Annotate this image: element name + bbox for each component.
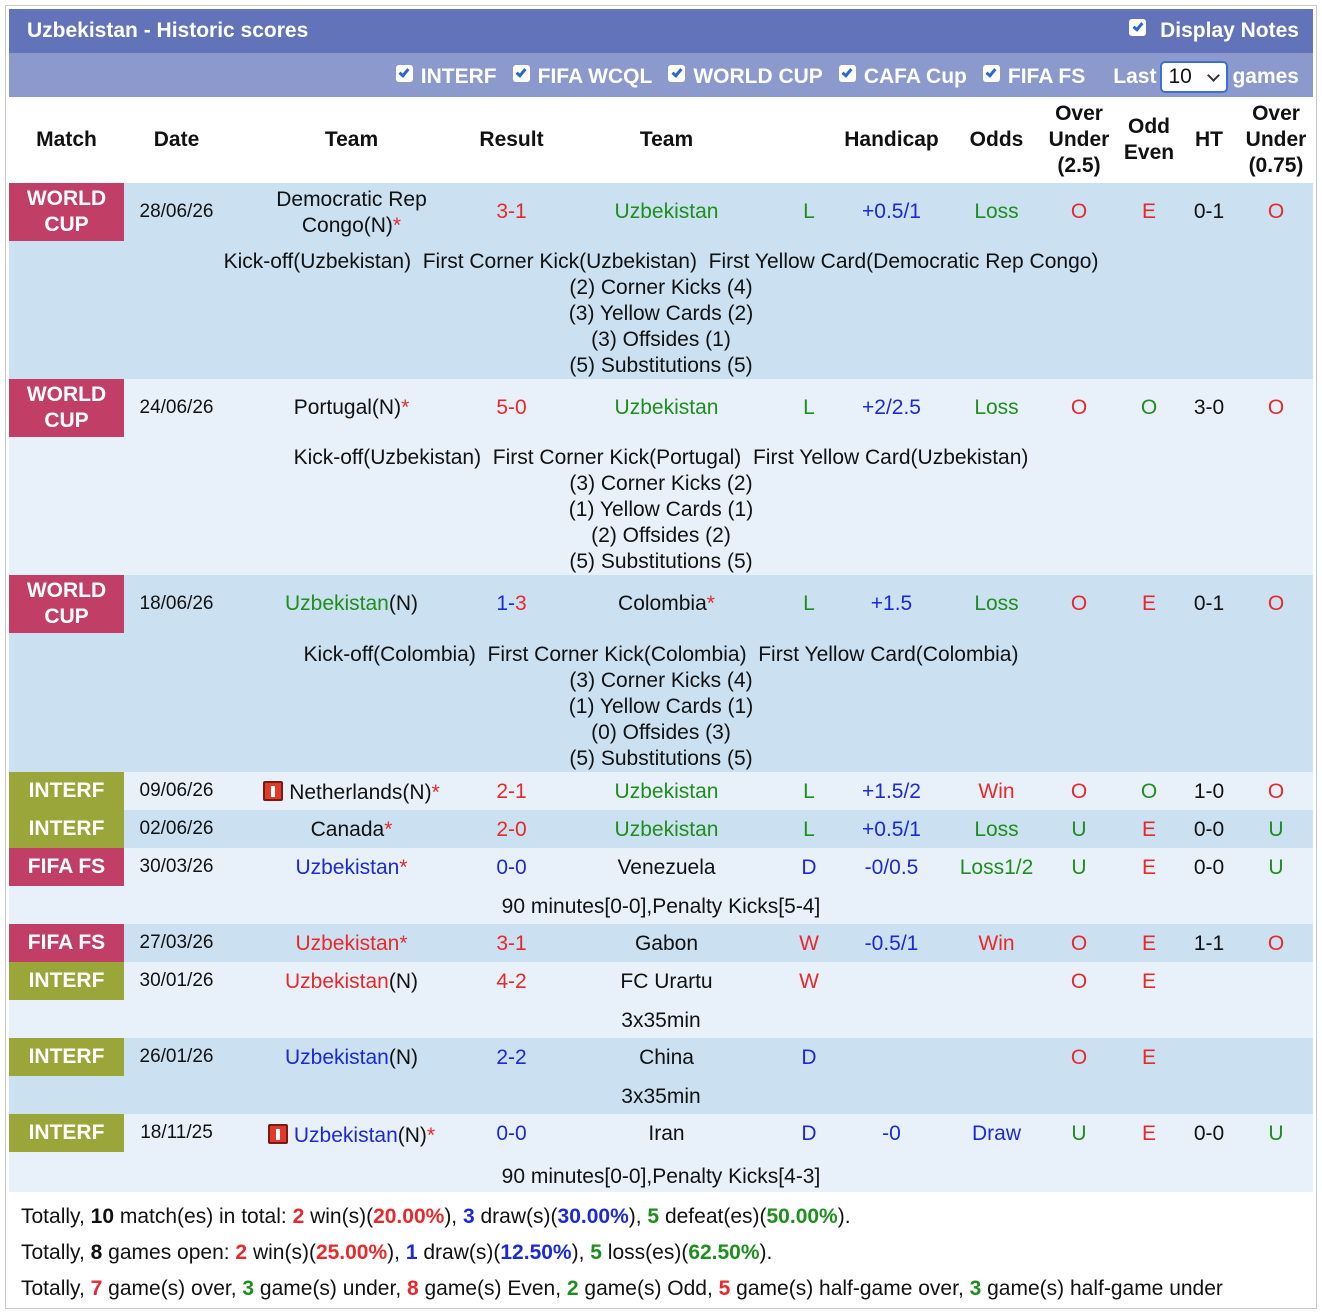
handicap: +0.5/1 bbox=[862, 818, 921, 841]
match-notes bbox=[9, 642, 1313, 772]
summary-draw-pct: 12.50% bbox=[500, 1241, 572, 1264]
notes-line: Kick-off(Uzbekistan) First Corner Kick(Uzbekistan) First Yellow Card(Democratic Rep Congo) bbox=[223, 250, 1099, 273]
competition-badge[interactable]: FIFA FS bbox=[9, 924, 124, 962]
odd-even: E bbox=[1141, 818, 1156, 841]
col-match: Match bbox=[36, 128, 97, 151]
handicap: +2/2.5 bbox=[862, 396, 921, 419]
half-time: 0-1 bbox=[1193, 200, 1225, 223]
competition-badge[interactable]: FIFA FS bbox=[9, 848, 124, 886]
checkbox-checked-icon[interactable] bbox=[983, 65, 1000, 82]
team-home[interactable] bbox=[239, 187, 464, 239]
team-away[interactable]: Iran bbox=[648, 1122, 685, 1145]
over-under: O bbox=[1070, 396, 1088, 419]
odds-result: Loss bbox=[974, 200, 1019, 223]
match-notes bbox=[9, 249, 1313, 379]
team-home-name: Uzbekistan bbox=[295, 856, 400, 879]
filter-label: INTERF bbox=[420, 65, 497, 88]
odds-result: Loss1/2 bbox=[959, 856, 1034, 879]
summary-half-under: 3 bbox=[969, 1277, 982, 1300]
host-star: * bbox=[431, 781, 440, 804]
summary-text: Totally, bbox=[21, 1277, 91, 1300]
match-result[interactable]: 0-0 bbox=[496, 1122, 527, 1145]
notes-line: (5) Substitutions (5) bbox=[569, 550, 753, 573]
summary-text: draw(s)( bbox=[474, 1205, 558, 1228]
filter-fifa-fs[interactable] bbox=[983, 65, 1085, 89]
checkbox-checked-icon[interactable] bbox=[1129, 19, 1146, 36]
odds-result: Win bbox=[978, 780, 1015, 803]
competition-badge[interactable] bbox=[9, 575, 124, 633]
summary-text: ), bbox=[387, 1241, 406, 1264]
competition-badge[interactable]: INTERF bbox=[9, 1038, 124, 1076]
handicap: +1.5 bbox=[870, 592, 913, 615]
competition-label: WORLD CUP bbox=[26, 383, 107, 432]
summary-half-over: 5 bbox=[718, 1277, 731, 1300]
match-result[interactable]: 4-2 bbox=[496, 970, 527, 993]
col-over-under-line1: Over bbox=[1055, 102, 1103, 125]
col-odd-even-line1: Odd bbox=[1128, 115, 1170, 138]
odd-even: E bbox=[1141, 592, 1156, 615]
checkbox-checked-icon[interactable] bbox=[839, 65, 856, 82]
summary-text: game(s) under, bbox=[254, 1277, 407, 1300]
over-under: U bbox=[1071, 818, 1087, 841]
half-time: 0-1 bbox=[1193, 592, 1225, 615]
competition-badge[interactable]: INTERF bbox=[9, 772, 124, 810]
summary-text: ). bbox=[759, 1241, 773, 1264]
display-notes-label: Display Notes bbox=[1160, 19, 1299, 42]
display-notes-toggle[interactable] bbox=[1129, 19, 1299, 43]
summary-over-under bbox=[21, 1277, 1223, 1301]
over-under-075: O bbox=[1267, 592, 1285, 615]
table-row[interactable] bbox=[9, 772, 1313, 810]
team-away[interactable]: Uzbekistan bbox=[614, 780, 719, 803]
filter-interf[interactable] bbox=[396, 65, 497, 89]
team-home-name: Canada bbox=[310, 818, 385, 841]
odds-result: Loss bbox=[974, 396, 1019, 419]
notes-line: (2) Corner Kicks (4) bbox=[569, 276, 753, 299]
team-away[interactable]: Gabon bbox=[634, 932, 699, 955]
summary-text: ), bbox=[444, 1205, 463, 1228]
host-star: * bbox=[401, 396, 410, 419]
match-date: 27/03/26 bbox=[139, 932, 214, 953]
score-away: 3 bbox=[515, 592, 527, 615]
half-time: 1-0 bbox=[1193, 780, 1225, 803]
table-row[interactable] bbox=[9, 575, 1313, 772]
half-time: 0-0 bbox=[1193, 818, 1225, 841]
summary-win-pct: 20.00% bbox=[373, 1205, 445, 1228]
table-row[interactable] bbox=[9, 848, 1313, 924]
team-home-line2: Congo(N) bbox=[301, 214, 393, 237]
summary-over: 7 bbox=[90, 1277, 103, 1300]
match-result[interactable]: 2-0 bbox=[496, 818, 527, 841]
team-home[interactable] bbox=[239, 592, 464, 616]
competition-badge[interactable]: INTERF bbox=[9, 962, 124, 1000]
red-card-icon bbox=[268, 1124, 288, 1144]
summary-even: 8 bbox=[406, 1277, 419, 1300]
table-row[interactable] bbox=[9, 810, 1313, 848]
over-under: O bbox=[1070, 1046, 1088, 1069]
last-label: Last bbox=[1113, 65, 1157, 88]
neutral-marker: (N) bbox=[388, 970, 419, 993]
summary-text: ), bbox=[571, 1241, 591, 1264]
host-star: * bbox=[399, 856, 408, 879]
odds-result: Loss bbox=[974, 592, 1019, 615]
summary-draw-pct: 30.00% bbox=[557, 1205, 629, 1228]
notes-line: (3) Corner Kicks (2) bbox=[569, 472, 753, 495]
notes-line: (3) Offsides (1) bbox=[591, 328, 731, 351]
red-card-icon bbox=[263, 781, 283, 801]
col-over-under-line3: (2.5) bbox=[1057, 154, 1101, 177]
summary-text: game(s) half-game under bbox=[981, 1277, 1223, 1300]
filter-label: WORLD CUP bbox=[693, 65, 823, 88]
over-under-075: O bbox=[1267, 200, 1285, 223]
summary-section bbox=[9, 1197, 1313, 1307]
summary-defeats: 5 bbox=[647, 1205, 660, 1228]
summary-open-games bbox=[21, 1241, 772, 1265]
summary-text: game(s) Odd, bbox=[578, 1277, 719, 1300]
summary-text: draw(s)( bbox=[417, 1241, 501, 1264]
col-team-away: Team bbox=[639, 128, 694, 151]
summary-text: match(es) in total: bbox=[114, 1205, 293, 1228]
host-star: * bbox=[399, 932, 408, 955]
neutral-marker: (N) bbox=[388, 592, 419, 615]
competition-badge[interactable] bbox=[9, 379, 124, 437]
table-row[interactable] bbox=[9, 183, 1313, 379]
score-home: 1 bbox=[496, 592, 508, 615]
host-star: * bbox=[426, 1124, 436, 1147]
col-over-under-075-line2: Under bbox=[1245, 128, 1307, 151]
team-home-name: Uzbekistan bbox=[293, 1124, 398, 1147]
team-away[interactable]: Uzbekistan bbox=[614, 818, 719, 841]
match-date: 26/01/26 bbox=[139, 1046, 214, 1067]
summary-under: 3 bbox=[242, 1277, 255, 1300]
filter-fifa-wcql[interactable] bbox=[513, 65, 653, 89]
team-home[interactable] bbox=[239, 1046, 464, 1070]
over-under: O bbox=[1070, 932, 1088, 955]
competition-badge[interactable] bbox=[9, 183, 124, 241]
handicap: -0 bbox=[882, 1122, 901, 1145]
col-over-under-075 bbox=[1239, 101, 1313, 179]
summary-count: 10 bbox=[90, 1205, 114, 1228]
team-home-name: Uzbekistan bbox=[284, 970, 389, 993]
checkbox-checked-icon[interactable] bbox=[513, 65, 530, 82]
filter-bar bbox=[9, 53, 1313, 97]
select-value: 10 bbox=[1168, 65, 1192, 88]
team-home[interactable] bbox=[239, 970, 464, 994]
team-home[interactable] bbox=[239, 932, 464, 956]
summary-text: game(s) Even, bbox=[418, 1277, 567, 1300]
half-time: 1-1 bbox=[1193, 932, 1225, 955]
team-home[interactable] bbox=[239, 1124, 464, 1148]
competition-badge[interactable]: INTERF bbox=[9, 1114, 124, 1152]
col-date: Date bbox=[153, 128, 200, 151]
col-over-under-line2: Under bbox=[1048, 128, 1110, 151]
notes-line: (0) Offsides (3) bbox=[591, 721, 731, 744]
win-loss: L bbox=[803, 200, 815, 223]
match-note: 3x35min bbox=[621, 1009, 701, 1032]
col-result: Result bbox=[479, 128, 544, 151]
over-under-075: O bbox=[1267, 780, 1285, 803]
match-date: 24/06/26 bbox=[139, 397, 214, 418]
notes-line: (2) Offsides (2) bbox=[591, 524, 731, 547]
neutral-marker: (N) bbox=[397, 1124, 427, 1147]
over-under-075: U bbox=[1268, 818, 1284, 841]
checkbox-checked-icon[interactable] bbox=[668, 65, 685, 82]
odd-even: E bbox=[1141, 200, 1156, 223]
team-home[interactable] bbox=[239, 781, 464, 805]
competition-label: WORLD CUP bbox=[26, 579, 107, 628]
table-row[interactable] bbox=[9, 1038, 1313, 1114]
table-row[interactable] bbox=[9, 379, 1313, 575]
summary-draws: 3 bbox=[462, 1205, 475, 1228]
match-date: 18/11/25 bbox=[140, 1122, 213, 1143]
summary-text: game(s) half-game over, bbox=[730, 1277, 970, 1300]
over-under: O bbox=[1070, 780, 1088, 803]
match-result[interactable]: 2-1 bbox=[496, 780, 527, 803]
filter-label: FIFA WCQL bbox=[537, 65, 653, 88]
handicap: -0.5/1 bbox=[864, 932, 919, 955]
team-home[interactable] bbox=[239, 818, 464, 842]
over-under: O bbox=[1070, 970, 1088, 993]
win-loss: D bbox=[801, 1046, 817, 1069]
col-odd-even-line2: Even bbox=[1123, 141, 1175, 164]
summary-wins: 2 bbox=[292, 1205, 305, 1228]
notes-line: (1) Yellow Cards (1) bbox=[568, 695, 754, 718]
over-under: O bbox=[1070, 200, 1088, 223]
table-header bbox=[9, 97, 1313, 183]
col-handicap: Handicap bbox=[844, 128, 939, 151]
notes-line: (5) Substitutions (5) bbox=[569, 747, 753, 770]
summary-loss-pct: 62.50% bbox=[688, 1241, 760, 1264]
match-result[interactable]: 3-1 bbox=[496, 200, 527, 223]
col-over-under bbox=[1039, 101, 1119, 179]
summary-text: win(s)( bbox=[247, 1241, 316, 1264]
table-row[interactable] bbox=[9, 1114, 1313, 1192]
odds-result: Draw bbox=[971, 1122, 1021, 1145]
match-result[interactable]: 0-0 bbox=[496, 856, 527, 879]
col-over-under-075-line1: Over bbox=[1252, 102, 1300, 125]
col-team-home: Team bbox=[324, 128, 379, 151]
win-loss: D bbox=[801, 1122, 817, 1145]
team-away[interactable]: FC Urartu bbox=[620, 970, 713, 993]
win-loss: L bbox=[803, 592, 815, 615]
summary-text: game(s) over, bbox=[102, 1277, 243, 1300]
panel-title: Uzbekistan - Historic scores bbox=[27, 19, 309, 42]
notes-line: Kick-off(Uzbekistan) First Corner Kick(Portugal) First Yellow Card(Uzbekistan) bbox=[293, 446, 1029, 469]
summary-wins: 2 bbox=[235, 1241, 248, 1264]
host-star: * bbox=[706, 592, 715, 615]
summary-count: 8 bbox=[90, 1241, 103, 1264]
team-away[interactable] bbox=[569, 592, 764, 616]
table-row[interactable] bbox=[9, 962, 1313, 1038]
match-date: 18/06/26 bbox=[139, 593, 214, 614]
team-home-name: Uzbekistan bbox=[284, 1046, 389, 1069]
filter-world-cup[interactable] bbox=[668, 65, 823, 89]
summary-text: loss(es)( bbox=[601, 1241, 689, 1264]
handicap: -0/0.5 bbox=[864, 856, 919, 879]
odd-even: E bbox=[1141, 856, 1156, 879]
match-date: 30/03/26 bbox=[139, 856, 214, 877]
match-result[interactable]: 2-2 bbox=[496, 1046, 527, 1069]
handicap: +1.5/2 bbox=[862, 780, 921, 803]
notes-line: (1) Yellow Cards (1) bbox=[568, 498, 754, 521]
match-date: 30/01/26 bbox=[139, 970, 214, 991]
team-home-name: Portugal(N) bbox=[293, 396, 402, 419]
last-games-control bbox=[1113, 61, 1299, 93]
over-under: O bbox=[1070, 592, 1088, 615]
notes-line: Kick-off(Colombia) First Corner Kick(Colombia) First Yellow Card(Colombia) bbox=[303, 643, 1019, 666]
summary-text: win(s)( bbox=[304, 1205, 374, 1228]
win-loss: L bbox=[803, 396, 815, 419]
over-under-075: U bbox=[1268, 1122, 1284, 1145]
team-away-name: Colombia bbox=[618, 592, 707, 615]
over-under: U bbox=[1071, 1122, 1087, 1145]
checkbox-checked-icon[interactable] bbox=[396, 65, 413, 82]
match-result[interactable]: 5-0 bbox=[496, 396, 527, 419]
filter-cafa-cup[interactable] bbox=[839, 65, 967, 89]
match-result[interactable] bbox=[464, 592, 559, 616]
summary-defeat-pct: 50.00% bbox=[766, 1205, 838, 1228]
host-star: * bbox=[392, 214, 402, 237]
half-time: 0-0 bbox=[1193, 856, 1225, 879]
odd-even: E bbox=[1141, 932, 1156, 955]
competition-badge[interactable]: INTERF bbox=[9, 810, 124, 848]
games-label: games bbox=[1232, 65, 1299, 88]
notes-line: (3) Corner Kicks (4) bbox=[569, 669, 753, 692]
odd-even: O bbox=[1140, 396, 1158, 419]
col-ht: HT bbox=[1195, 128, 1223, 151]
over-under-075: O bbox=[1267, 932, 1285, 955]
score-separator: - bbox=[508, 592, 515, 615]
match-note: 90 minutes[0-0],Penalty Kicks[5-4] bbox=[501, 895, 821, 918]
team-home[interactable] bbox=[239, 856, 464, 880]
summary-draws: 1 bbox=[405, 1241, 418, 1264]
summary-text: games open: bbox=[102, 1241, 236, 1264]
team-home-name: Netherlands(N) bbox=[289, 781, 432, 804]
match-date: 28/06/26 bbox=[139, 201, 214, 222]
notes-line: (3) Yellow Cards (2) bbox=[568, 302, 754, 325]
win-loss: L bbox=[803, 780, 815, 803]
odds-result: Win bbox=[978, 932, 1015, 955]
odd-even: E bbox=[1141, 1122, 1156, 1145]
team-home[interactable] bbox=[239, 396, 464, 420]
match-date: 02/06/26 bbox=[139, 818, 214, 839]
match-date: 09/06/26 bbox=[139, 780, 214, 801]
win-loss: W bbox=[799, 932, 819, 955]
title-bar bbox=[9, 9, 1313, 53]
notes-line: (5) Substitutions (5) bbox=[569, 354, 753, 377]
odd-even: E bbox=[1141, 970, 1156, 993]
col-odd-even bbox=[1114, 114, 1184, 166]
team-home-line1: Democratic Rep bbox=[276, 188, 427, 211]
summary-losses: 5 bbox=[590, 1241, 602, 1264]
team-home-name: Uzbekistan bbox=[295, 932, 400, 955]
table-row[interactable] bbox=[9, 924, 1313, 962]
match-notes bbox=[9, 445, 1313, 575]
summary-text: Totally, bbox=[21, 1205, 91, 1228]
half-time: 0-0 bbox=[1193, 1122, 1225, 1145]
col-over-under-075-line3: (0.75) bbox=[1248, 154, 1304, 177]
team-away[interactable]: Venezuela bbox=[617, 856, 716, 879]
match-note: 3x35min bbox=[621, 1085, 701, 1108]
team-away[interactable]: China bbox=[639, 1046, 694, 1069]
team-home-name: Uzbekistan bbox=[284, 592, 389, 615]
summary-text: ), bbox=[628, 1205, 648, 1228]
half-time: 3-0 bbox=[1193, 396, 1225, 419]
summary-total-matches bbox=[21, 1205, 851, 1229]
summary-odd: 2 bbox=[566, 1277, 579, 1300]
over-under-075: U bbox=[1268, 856, 1284, 879]
summary-text: ). bbox=[837, 1205, 851, 1228]
host-star: * bbox=[384, 818, 393, 841]
odd-even: O bbox=[1140, 780, 1158, 803]
over-under: U bbox=[1071, 856, 1087, 879]
team-away[interactable]: Uzbekistan bbox=[614, 200, 719, 223]
summary-text: defeat(es)( bbox=[659, 1205, 767, 1228]
match-result[interactable]: 3-1 bbox=[496, 932, 527, 955]
chevron-down-icon bbox=[1208, 69, 1221, 82]
win-loss: L bbox=[803, 818, 815, 841]
over-under-075: O bbox=[1267, 396, 1285, 419]
neutral-marker: (N) bbox=[388, 1046, 419, 1069]
last-games-select[interactable] bbox=[1160, 61, 1228, 93]
competition-label: WORLD CUP bbox=[26, 187, 107, 236]
filter-label: FIFA FS bbox=[1007, 65, 1086, 88]
odd-even: E bbox=[1141, 1046, 1156, 1069]
match-note: 90 minutes[0-0],Penalty Kicks[4-3] bbox=[501, 1165, 821, 1188]
win-loss: W bbox=[799, 970, 819, 993]
summary-text: Totally, bbox=[21, 1241, 91, 1264]
win-loss: D bbox=[801, 856, 817, 879]
odds-result: Loss bbox=[974, 818, 1019, 841]
filter-label: CAFA Cup bbox=[863, 65, 967, 88]
summary-win-pct: 25.00% bbox=[315, 1241, 388, 1264]
handicap: +0.5/1 bbox=[862, 200, 921, 223]
col-odds: Odds bbox=[969, 128, 1024, 151]
team-away[interactable]: Uzbekistan bbox=[614, 396, 719, 419]
historic-scores-panel bbox=[5, 5, 1317, 1309]
